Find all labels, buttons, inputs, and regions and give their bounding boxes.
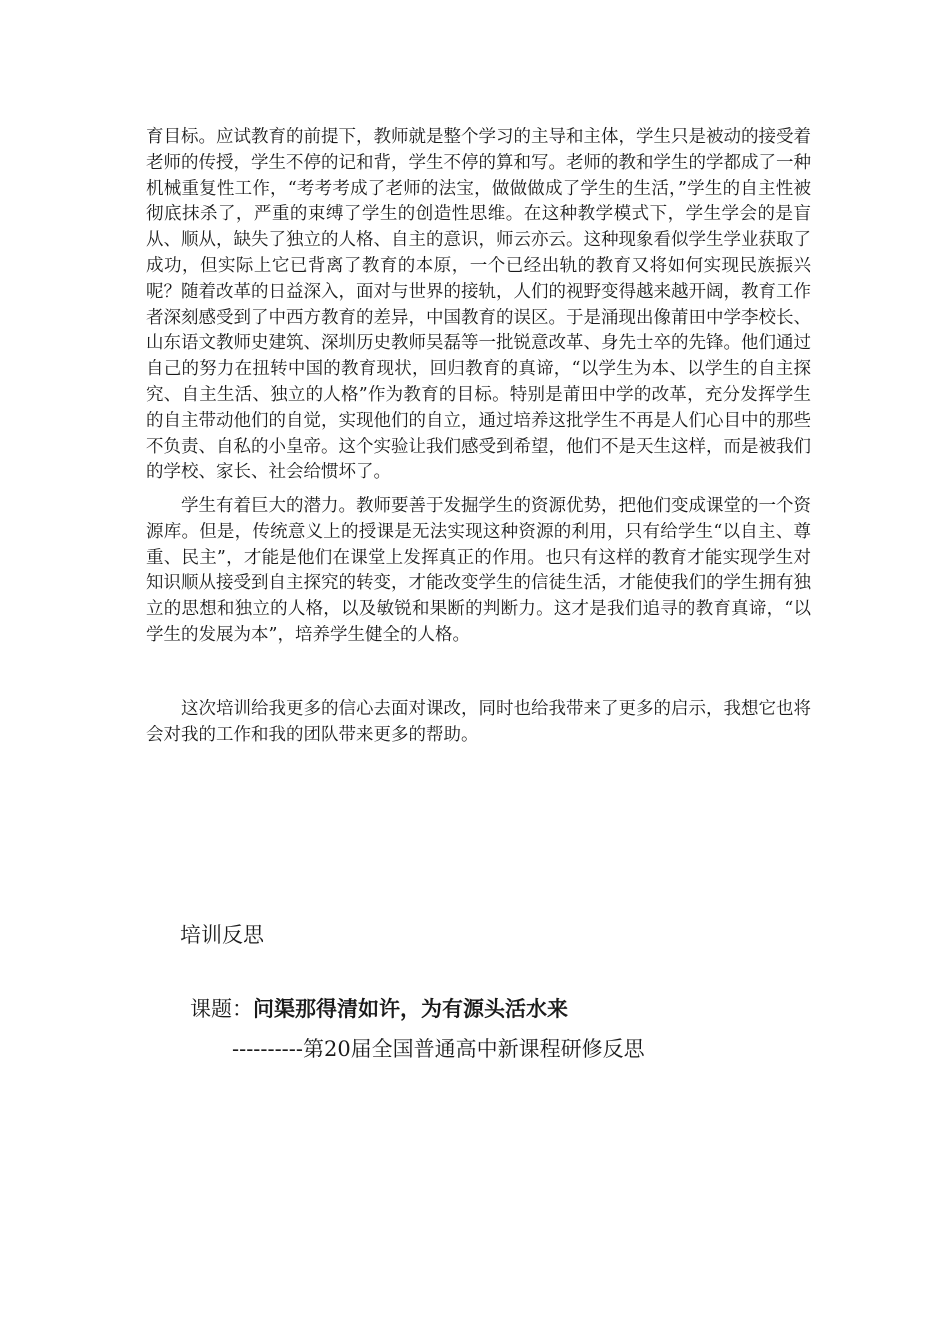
topic-title: 问渠那得清如许，为有源头活水来 [253,996,568,1021]
body-paragraph-1: 育目标。应试教育的前提下，教师就是整个学习的主导和主体，学生只是被动的接受着老师的传授，学生不停的记和背，学生不停的算和写。老师的教和学生的学都成了一种机械重复性工作，“考考考成了老师的法宝，做做做成了学生的生活，”学生的自主性被彻底抹杀了，严重的束缚了学生的创造性思维。在这种教学模式下，学生学会的是盲从、顺从，缺失了独立的人格、自主的意识，师云亦云。这种现象看似学生学业获取了成功，但实际上它已背离了教育的本原，一个已经出轨的教育又将如何实现民族振兴呢？随着改革的日益深入，面对与世界的接轨，人们的视野变得越来越开阔，教育工作者深刻感受到了中西方教育的差异，中国教育的误区。于是涌现出像莆田中学李校长、山东语文教师史建筑、深圳历史教师吴磊等一批锐意改革、身先士卒的先锋。他们通过自己的努力在扭转中国的教育现状，回归教育的真谛，“以学生为本、以学生的自主探究、自主生活、独立的人格”作为教育的目标。特别是莆田中学的改革，充分发挥学生的自主带动他们的自觉，实现他们的自立，通过培养这批学生不再是人们心目中的那些不负责、自私的小皇帝。这个实验让我们感受到希望，他们不是天生这样，而是被我们的学校、家长、社会给惯坏了。 [146,127,811,483]
body-paragraph-3: 这次培训给我更多的信心去面对课改，同时也给我带来了更多的启示，我想它也将会对我的工作和我的团队带来更多的帮助。 [146,699,811,745]
subtitle-line: ----------第20届全国普通高中新课程研修反思 [232,1037,645,1061]
body-paragraph-2: 学生有着巨大的潜力。教师要善于发掘学生的资源优势，把他们变成课堂的一个资源库。但是，传统意义上的授课是无法实现这种资源的利用，只有给学生“以自主、尊重、民主”，才能是他们在课堂上发挥真正的作用。也只有这样的教育才能实现学生对知识顺从接受到自主探究的转变，才能改变学生的信徒生活，才能使我们的学生拥有独立的思想和独立的人格，以及敏锐和果断的判断力。这才是我们追寻的教育真谛，“以学生的发展为本”，培养学生健全的人格。 [146,496,811,645]
topic-line [190,994,568,1024]
section-heading: 培训反思 [180,923,264,947]
topic-label: 课题： [190,997,253,1021]
